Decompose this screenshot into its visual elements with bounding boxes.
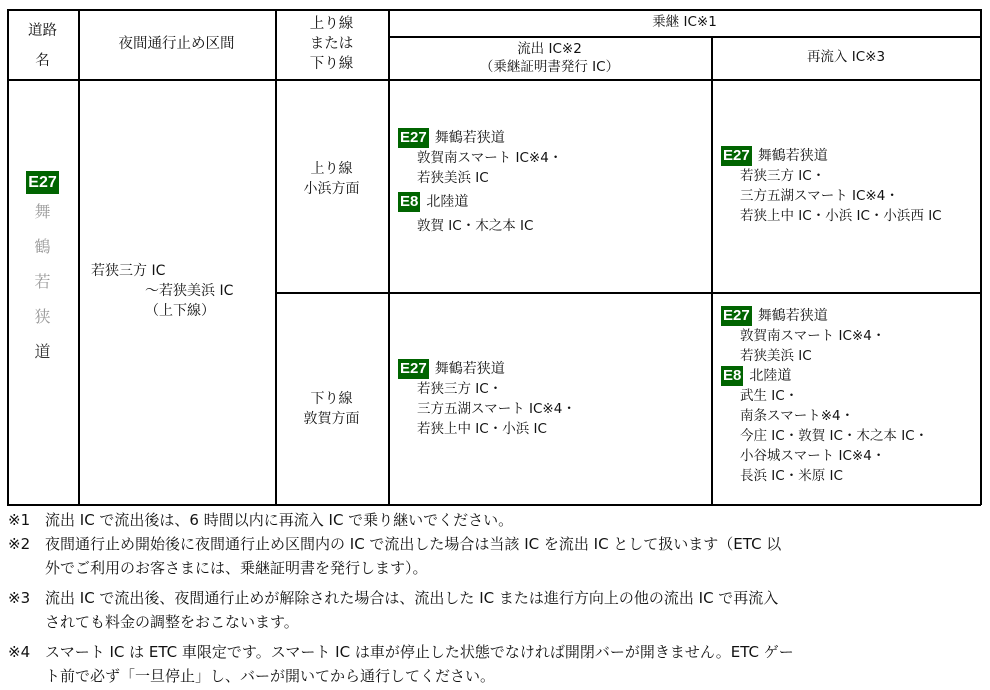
ic-item: 敦賀 IC・木之本 IC — [417, 218, 534, 234]
route-heading — [721, 366, 928, 386]
ic-item: 若狭美浜 IC — [417, 170, 489, 186]
header-bottom-line — [7, 79, 981, 81]
direction-label: 下り線 — [310, 391, 353, 407]
row-1-direction — [275, 159, 388, 203]
route-badge-e27: E27 — [26, 171, 58, 194]
route-badge-e27: E27 — [723, 307, 750, 324]
road-name-char: 鶴 — [34, 237, 51, 256]
route-heading — [398, 128, 562, 148]
header-exit-ic — [388, 36, 711, 79]
footnote-text-continued: ト前で必ず「一旦停止」し、バーが開いてから通行してください。 — [45, 667, 496, 685]
ic-list — [721, 386, 928, 486]
footnote-mark: ※4 — [8, 643, 31, 661]
footnote-mark: ※2 — [8, 535, 31, 553]
header-road-name-line2: 名 — [35, 53, 50, 69]
ic-list — [721, 326, 928, 366]
col-line-1 — [78, 9, 80, 505]
col-line-3 — [388, 9, 390, 505]
ic-item: 長浜 IC・米原 IC — [740, 468, 843, 484]
row-split-line — [275, 292, 981, 294]
ic-list — [398, 148, 562, 188]
ic-item: 敦賀南スマート IC※4・ — [740, 328, 886, 344]
header-direction — [275, 9, 388, 79]
row-1-exit-ic — [398, 124, 562, 236]
ic-list — [398, 216, 562, 236]
route-badge-e27: E27 — [400, 129, 427, 146]
direction-destination: 小浜方面 — [303, 181, 360, 197]
section-to: ～若狭美浜 IC — [145, 283, 234, 299]
ic-item: 南条スマート※4・ — [740, 408, 855, 424]
road-name-cell — [7, 171, 78, 369]
ic-item: 武生 IC・ — [740, 388, 799, 404]
header-direction-line3: 下り線 — [309, 56, 354, 72]
ic-item: 三方五湖スマート IC※4・ — [417, 401, 576, 417]
section-from: 若狭三方 IC — [91, 263, 166, 279]
ic-item: 小谷城スマート IC※4・ — [740, 448, 886, 464]
footnote-2 — [8, 532, 988, 556]
road-name-char: 狭 — [34, 307, 51, 326]
route-badge-e27: E27 — [400, 360, 427, 377]
ic-list — [398, 379, 576, 439]
footnote-mark: ※3 — [8, 589, 31, 607]
header-exit-ic-line2: （乗継証明書発行 IC） — [479, 58, 620, 75]
route-heading — [398, 359, 576, 379]
road-name-char: 舞 — [34, 202, 51, 221]
ic-item: 敦賀南スマート IC※4・ — [417, 150, 563, 166]
footnote-mark: ※1 — [8, 511, 31, 529]
header-transfer-ic: 乗継 IC※1 — [652, 14, 717, 30]
row-2-direction — [275, 389, 388, 433]
footnote-text: スマート IC は ETC 車限定です。スマート IC は車が停止した状態でなければ開閉バーが開きません。ETC ゲー — [45, 643, 794, 661]
footnote-text-continued: されても料金の調整をおこないます。 — [45, 613, 299, 631]
route-name: 舞鶴若狭道 — [434, 130, 505, 146]
header-exit-ic-line1: 流出 IC※2 — [517, 40, 582, 57]
route-name: 舞鶴若狭道 — [757, 308, 828, 324]
ic-item: 若狭上中 IC・小浜 IC — [417, 421, 547, 437]
footnote-text: 流出 IC で流出後、夜間通行止めが解除された場合は、流出した IC または進行方向上の他の流出 IC で再流入 — [45, 589, 779, 607]
header-section: 夜間通行止め区間 — [118, 35, 235, 52]
closure-section-cell — [91, 261, 233, 321]
footnote-text: 夜間通行止め開始後に夜間通行止め区間内の IC で流出した場合は当該 IC を流出 IC として扱います（ETC 以 — [45, 535, 782, 553]
road-name-char: 若 — [34, 272, 51, 291]
ic-item: 若狭上中 IC・小浜 IC・小浜西 IC — [740, 208, 942, 224]
header-direction-line1: 上り線 — [309, 16, 354, 32]
table-border-right — [980, 9, 982, 505]
route-name: 舞鶴若狭道 — [434, 361, 505, 377]
ic-item: 今庄 IC・敦賀 IC・木之本 IC・ — [740, 428, 929, 444]
route-badge-e8: E8 — [400, 193, 419, 210]
route-badge-e8: E8 — [723, 367, 742, 384]
row-2-reentry-ic — [721, 302, 928, 486]
col-line-4 — [711, 36, 713, 505]
ic-item: 若狭三方 IC・ — [740, 168, 826, 184]
table-border-bottom — [7, 504, 981, 506]
road-name-char: 道 — [34, 342, 51, 361]
ic-list — [721, 166, 942, 226]
row-2-exit-ic — [398, 355, 576, 439]
route-badge-e27: E27 — [723, 147, 750, 164]
section-scope: （上下線） — [145, 303, 215, 319]
header-road-name — [7, 9, 78, 79]
footnote-3 — [8, 586, 988, 610]
footnotes — [8, 508, 988, 688]
direction-label: 上り線 — [310, 161, 353, 177]
row-1-reentry-ic — [721, 142, 942, 226]
route-name: 舞鶴若狭道 — [757, 148, 828, 164]
header-reentry-ic: 再流入 IC※3 — [806, 49, 886, 65]
header-road-name-line1: 道路 — [28, 23, 57, 39]
header-direction-line2: または — [309, 36, 354, 52]
footnote-text: 流出 IC で流出後は、6 時間以内に再流入 IC で乗り継いでください。 — [45, 511, 514, 529]
night-closure-table — [7, 9, 981, 505]
footnote-text-continued: 外でご利用のお客さまには、乗継証明書を発行します）。 — [45, 559, 428, 577]
footnote-1 — [8, 508, 988, 532]
ic-item: 若狭美浜 IC — [740, 348, 812, 364]
ic-item: 三方五湖スマート IC※4・ — [740, 188, 899, 204]
direction-destination: 敦賀方面 — [303, 411, 360, 427]
footnote-4 — [8, 640, 988, 664]
route-heading — [721, 306, 928, 326]
route-heading — [721, 146, 942, 166]
route-heading — [398, 192, 562, 212]
ic-item: 若狭三方 IC・ — [417, 381, 503, 397]
route-name: 北陸道 — [749, 368, 792, 384]
route-name: 北陸道 — [426, 194, 469, 210]
